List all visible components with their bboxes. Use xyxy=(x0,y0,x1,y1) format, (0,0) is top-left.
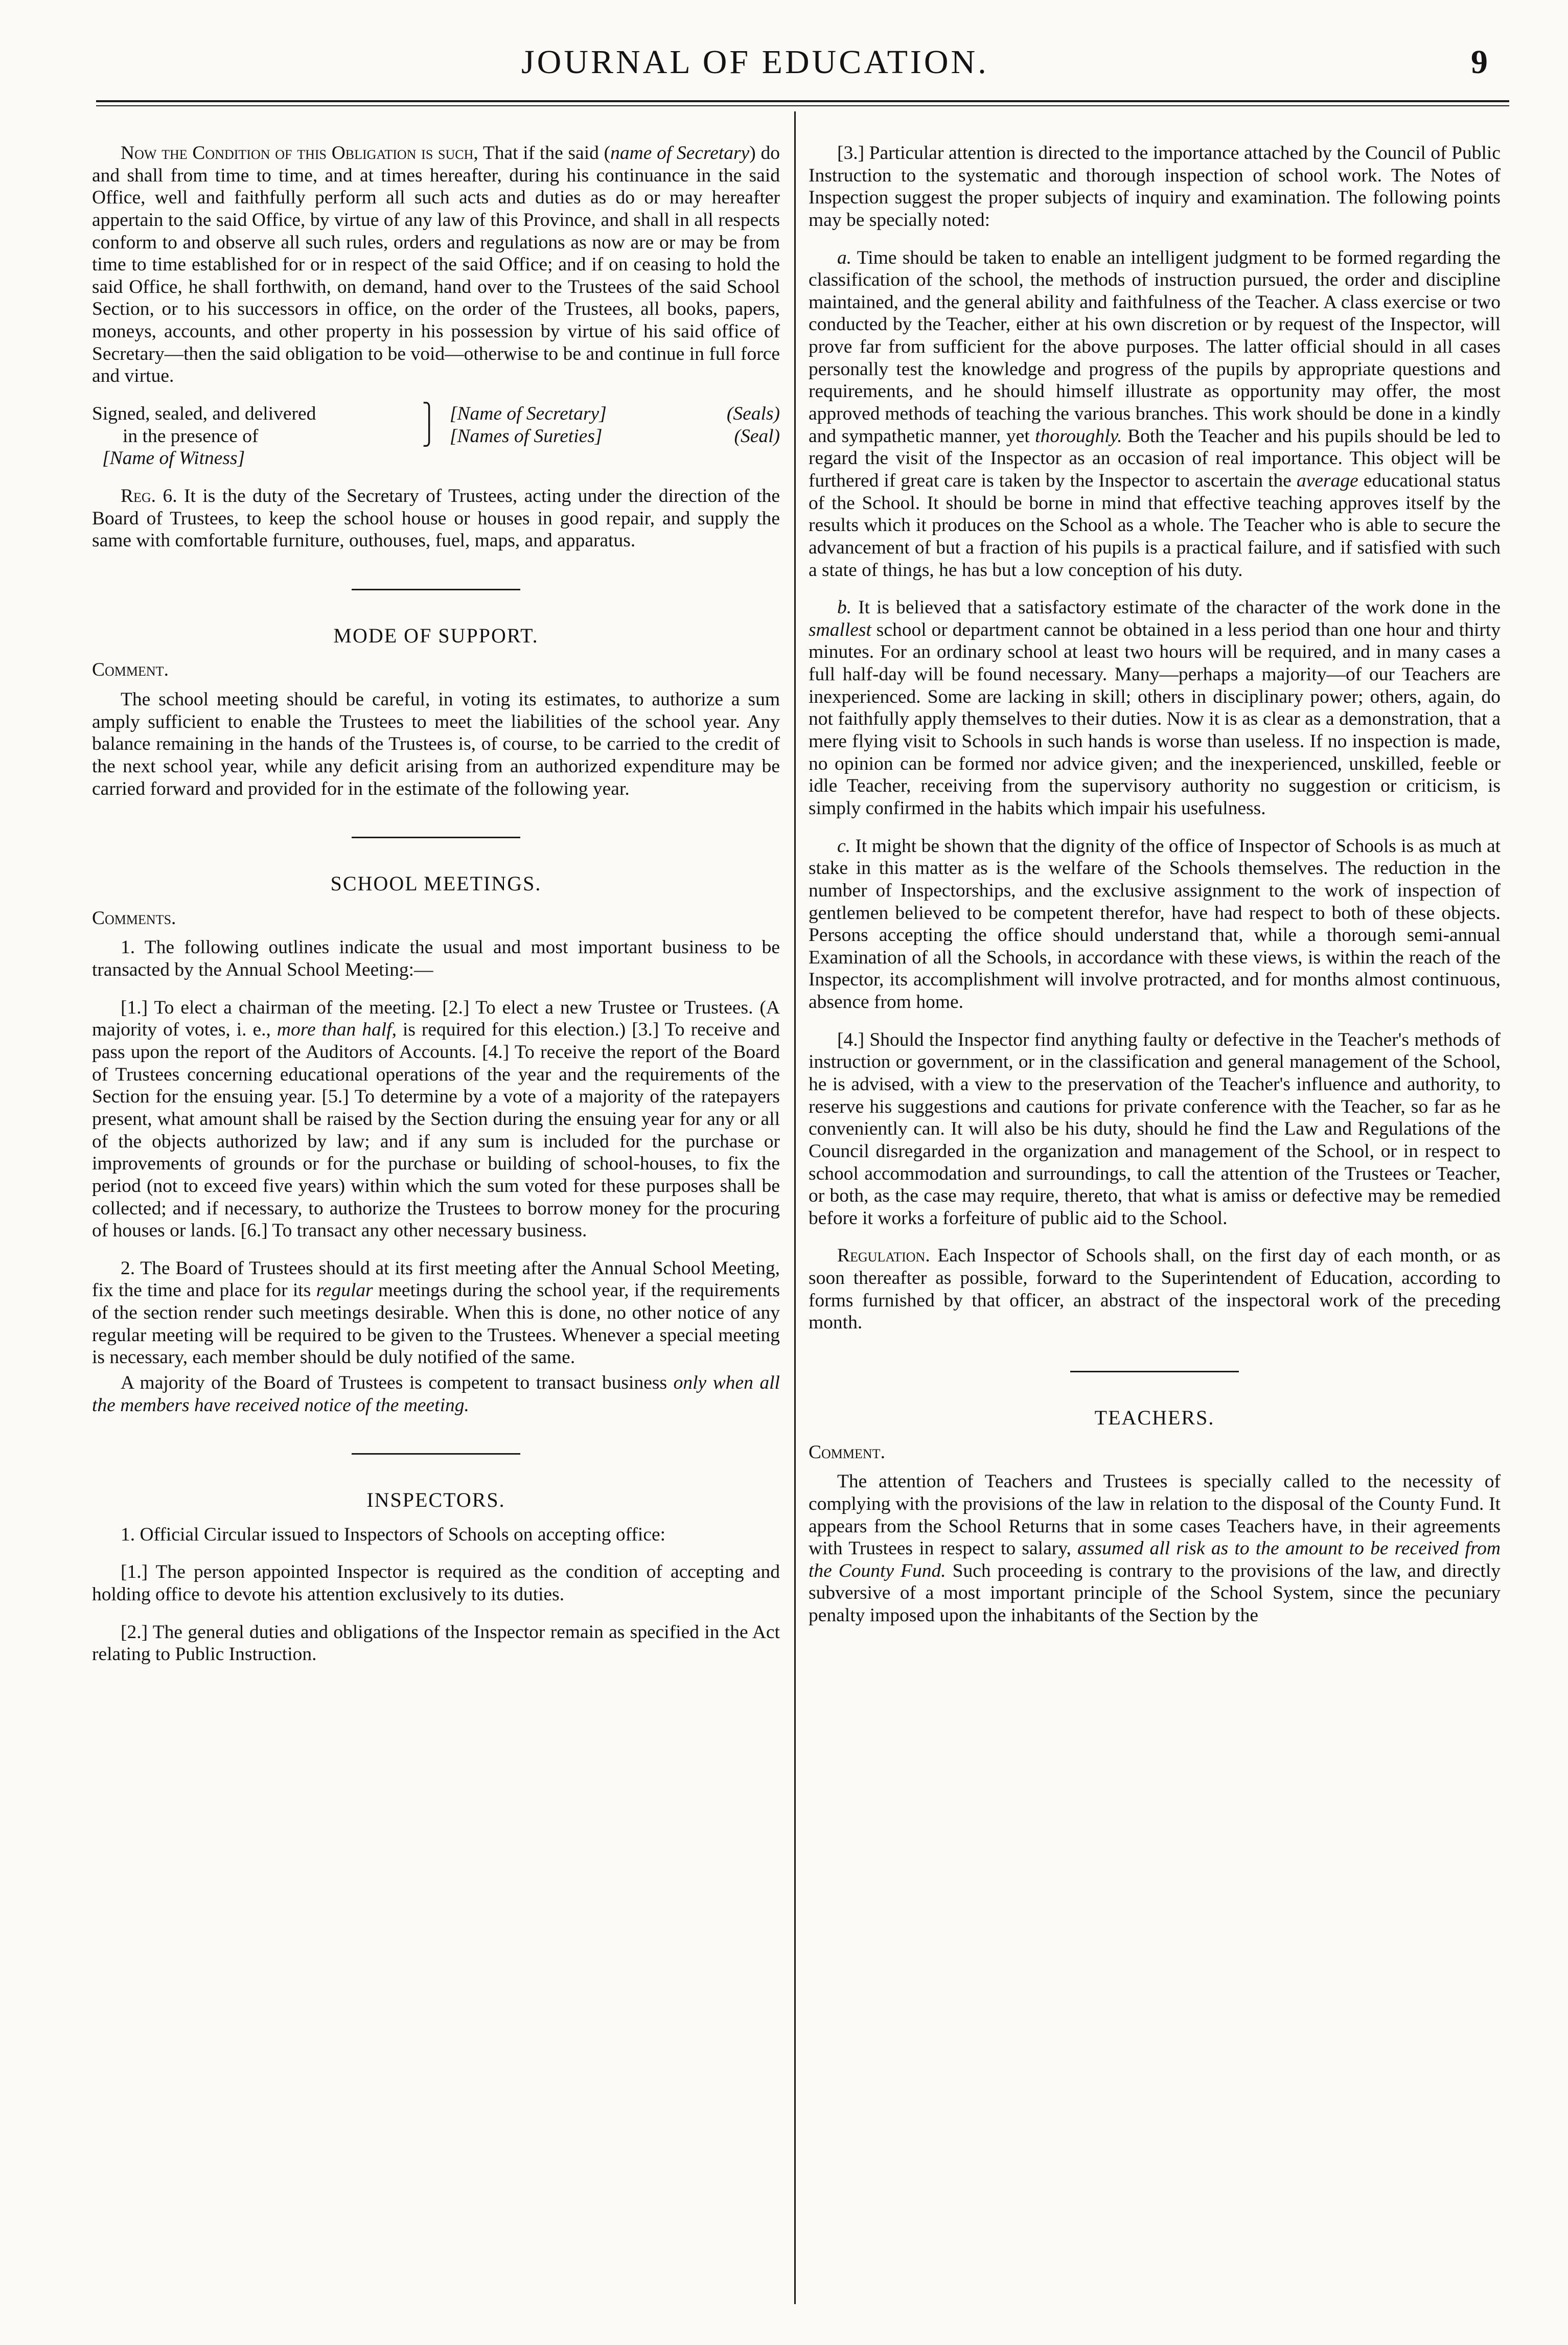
journal-title: JOURNAL OF EDUCATION. xyxy=(521,43,989,81)
page-number: 9 xyxy=(1471,43,1488,81)
left-column xyxy=(92,142,780,1681)
obligation-paragraph: Now the Condition of this Obligation is such, That if the said (name of Secretary) do and shall from time to time, and at times hereafter, during his continuance in the said Office, well and faithfully perform all such acts and duties as do or may hereafter appertain to the said Office, by virtue of any law of this Province, and shall in all respects conform to and observe all such rules, orders and regulations as now are or may be from time to time established for or in respect of the said Office; and if on ceasing to hold the said Office, he shall forthwith, on demand, hand over to the Trustees of the said School Section, or to his successors in office, on the order of the Trustees, all books, papers, moneys, accounts, and other property in his possession by virtue of his said office of Secretary—then the said obligation to be void—otherwise to be and continue in full force and virtue. xyxy=(92,143,780,387)
heading-mode-of-support: MODE OF SUPPORT. xyxy=(333,624,539,647)
inspection-paragraph-3: [3.] Particular attention is directed to the importance attached by the Council of Public Instruction to the systematic and thorough inspection of school work. The Notes of Inspection suggest the proper subjects of inquiry and examination. The following points may be specially noted: xyxy=(809,143,1501,231)
teachers-paragraph: The attention of Teachers and Trustees is specially called to the necessity of complying with the provisions of the law in relation to the disposal of the County Fund. It appears from the School Returns that in some cases Teachers have, in their agreements with Trustees in respect to salary, assumed all risk as to the amount to be received from the County Fund. Such proceeding is contrary to the provisions of the law, and directly subversive of a most important principle of the School System, since the pecuniary penalty imposed upon the inhabitants of the Section by the xyxy=(809,1471,1501,1626)
inspection-point-c: c. It might be shown that the dignity of the office of Inspector of Schools is as much at stake in this matter as is the welfare of the Schools themselves. The reduction in the number of Inspectorships, and the exclusive assignment to the work of inspection of gentlemen believed to be competent therefor, have had respect to both of these objects. Persons accepting the office should understand that, while a thorough semi-annual Examination of all the Schools, in accordance with these views, is within the reach of the Inspector, its accomplishment will involve protracted, and for months almost continuous, absence from home. xyxy=(809,835,1501,1013)
signature-block: Signed, sealed, and delivered ⎫ [Name of Secretary] (Seals) in the presence of ⎭ [Names of Sureties] (Seal) [Name of Witness] xyxy=(92,403,780,469)
header-rule xyxy=(96,100,1509,102)
comments-label: Comments. xyxy=(92,907,176,929)
obligation-lead: Now the Condition of this Obligation is such, xyxy=(121,143,478,164)
meetings-paragraph-1: 1. The following outlines indicate the usual and most important business to be transacted by the Annual School Meeting:— xyxy=(92,937,780,981)
meetings-list: [1.] To elect a chairman of the meeting. [2.] To elect a new Trustee or Trustees. (A majority of votes, i. e., more than half, is required for this election.) [3.] To receive and pass upon the report of the Auditors of Accounts. [4.] To receive the report of the Board of Trustees concerning educational operations of the year and the requirements of the Section for the ensuing year. [5.] To determine by a vote of a majority of the ratepayers present, what amount shall be raised by the Section during the ensuing year for any or all of the objects authorized by law; and if any sum is included for the purchase or improvements of grounds or for the purchase or building of school-houses, to fix the period (not to exceed five years) within which the sum voted for these purposes shall be collected; and if necessary, to authorize the Trustees to borrow money for the procuring of houses or lands. [6.] To transact any other necessary business. xyxy=(92,997,780,1242)
page-header xyxy=(0,0,1568,102)
heading-school-meetings: SCHOOL MEETINGS. xyxy=(330,872,542,895)
inspectors-item-2: [2.] The general duties and obligations of the Inspector remain as specified in the Act relating to Public Instruction. xyxy=(92,1621,780,1665)
meetings-paragraph-2: 2. The Board of Trustees should at its first meeting after the Annual School Meeting, fix the time and place for its regular meetings during the school year, if the requirements of the section render such meetings desirable. When this is done, no other notice of any regular meeting will be required to be given to the Trustees. Whenever a special meeting is necessary, each member should be duly notified of the same. xyxy=(92,1257,780,1368)
inspection-point-a: a. Time should be taken to enable an intelligent judgment to be formed regarding the classification of the school, the methods of instruction pursued, the order and discipline maintained, and the general ability and faithfulness of the Teacher. A class exercise or two conducted by the Teacher, either at his own discretion or by request of the Inspector, will prove far from sufficient for the above purposes. The latter official should in all cases personally test the knowledge and progress of the pupils by appropriate questions and requirements, and he should himself illustrate as opportunity may offer, the most approved methods of teaching the various branches. This work should be done in a kindly and sympathetic manner, yet thoroughly. Both the Teacher and his pupils should be led to regard the visit of the Inspector as an occasion of real importance. This object will be furthered if great care is taken by the Inspector to ascertain the average educational status of the School. It should be borne in mind that effective teaching approves itself by the results which it produces on the School as a whole. The Teacher who is able to secure the advancement of but a fraction of his pupils is a practical failure, and if satisfied with such a state of things, he has but a low conception of his duty. xyxy=(809,247,1501,581)
right-column xyxy=(809,142,1501,1642)
reg6-paragraph: Reg. 6. It is the duty of the Secretary of Trustees, acting under the direction of the Board of Trustees, to keep the school house or houses in good repair, and supply the same with comfortable furniture, outhouses, fuel, maps, and apparatus. xyxy=(92,485,780,551)
inspectors-paragraph-1: 1. Official Circular issued to Inspectors of Schools on accepting office: xyxy=(121,1524,666,1545)
section-separator xyxy=(1070,1371,1239,1372)
section-separator xyxy=(352,589,520,590)
header-rule-thin xyxy=(96,105,1509,106)
heading-inspectors: INSPECTORS. xyxy=(366,1488,505,1512)
inspectors-item-1: [1.] The person appointed Inspector is required as the condition of accepting and holding office to devote his attention exclusively to its duties. xyxy=(92,1561,780,1605)
regulation-paragraph: Regulation. Each Inspector of Schools shall, on the first day of each month, or as soon thereafter as possible, forward to the Superintendent of Education, according to forms furnished by that officer, an abstract of the inspectoral work of the preceding month. xyxy=(809,1245,1501,1334)
column-divider xyxy=(794,111,796,2304)
comment-label: Comment. xyxy=(809,1441,885,1463)
mode-paragraph: The school meeting should be careful, in voting its estimates, to authorize a sum amply sufficient to enable the Trustees to meet the liabilities of the school year. Any balance remaining in the hands of the Trustees is, of course, to be carried to the credit of the next school year, while any deficit arising from an authorized expenditure may be carried forward and provided for in the estimate of the following year. xyxy=(92,689,780,799)
inspection-paragraph-4: [4.] Should the Inspector find anything faulty or defective in the Teacher's methods of instruction or government, or in the classification and general management of the School, he is advised, with a view to the preservation of the Teacher's influence and authority, to reserve his suggestions and cautions for private conference with the Teacher, so far as he conveniently can. It will also be his duty, should he find the Law and Regulations of the Council disregarded in the organization and management of the School, or in respect to school accommodation and surroundings, to call the attention of the Trustees or Teacher, or both, as the case may require, thereto, that what is amiss or defective may be remedied before it works a forfeiture of public aid to the School. xyxy=(809,1029,1501,1229)
section-separator xyxy=(352,1453,520,1455)
comment-label: Comment. xyxy=(92,659,169,681)
section-separator xyxy=(352,837,520,838)
heading-teachers: TEACHERS. xyxy=(1094,1406,1215,1430)
inspection-point-b: b. It is believed that a satisfactory estimate of the character of the work done in the smallest school or department cannot be obtained in a less period than one hour and thirty minutes. For an ordinary school at least two hours will be required, and in many cases a full half-day will be found necessary. Many—perhaps a majority—of our Teachers are inexperienced. Some are lacking in skill; others in disciplinary power; others, again, do not faithfully apply themselves to their duties. Now it is as clear as a demonstration, that a mere flying visit to Schools in such hands is worse than useless. If no inspection is made, no opinion can be formed nor advice given; and the inexperienced, unskilled, feeble or idle Teacher, receiving from the supervisory authority no suggestion or criticism, is simply confirmed in the habits which impair his usefulness. xyxy=(809,597,1501,819)
meetings-paragraph-3: A majority of the Board of Trustees is competent to transact business only when all the members have received notice of the meeting. xyxy=(92,1372,780,1416)
